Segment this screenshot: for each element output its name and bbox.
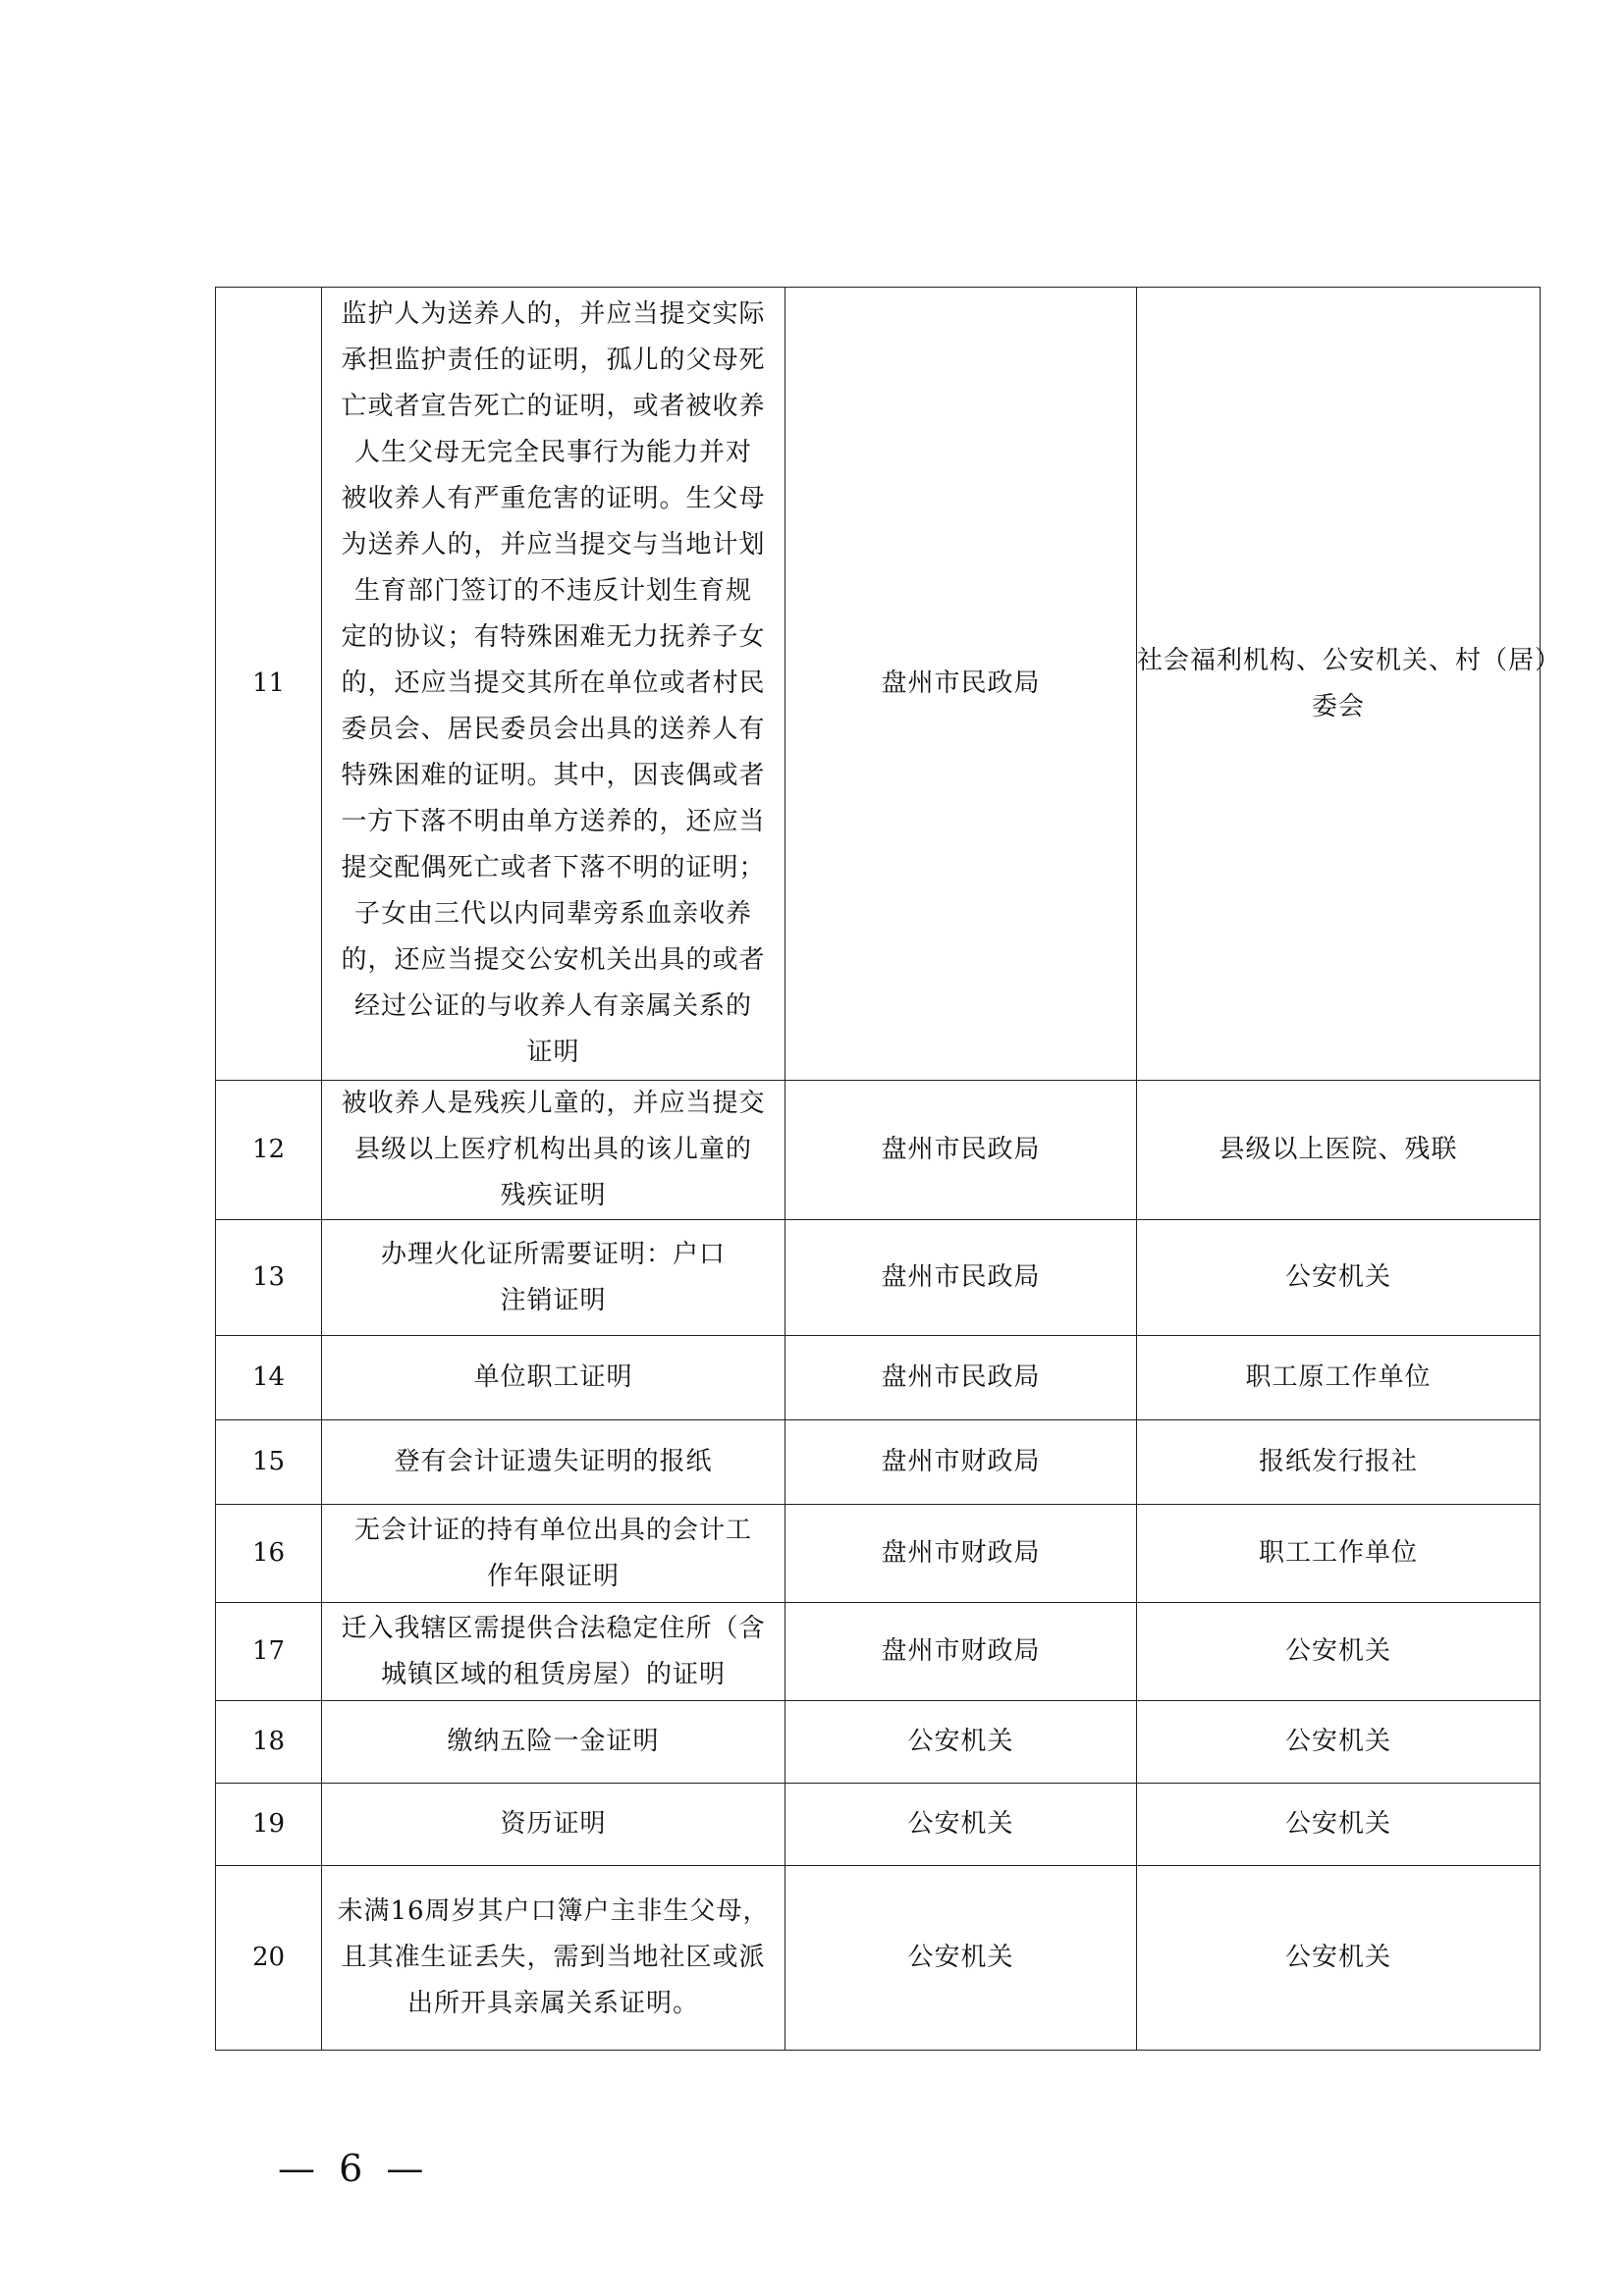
table-row [216, 1220, 1541, 1336]
page-number: — 6 — [278, 2147, 430, 2190]
material-cell [322, 1866, 785, 2051]
issuer-cell [1137, 1701, 1541, 1784]
issuer-line: 公安机关 [1284, 1636, 1391, 1666]
department-cell: 盘州市财政局 [785, 1603, 1137, 1701]
row-number-cell: 13 [216, 1220, 322, 1336]
table-row [216, 1603, 1541, 1701]
certificate-table [215, 287, 1562, 2051]
material-line: 一方下落不明由单方送养的，还应当 [341, 807, 766, 836]
material-line: 委员会、居民委员会出具的送养人有 [341, 715, 766, 744]
material-line: 子女由三代以内同辈旁系血亲收养 [353, 899, 752, 929]
table-row [216, 1081, 1541, 1220]
material-line: 出所开具亲属关系证明。 [406, 1989, 699, 2018]
issuer-line: 职工原工作单位 [1245, 1362, 1432, 1392]
table-row [216, 1866, 1541, 2051]
row-number-cell: 14 [216, 1336, 322, 1420]
table-body [216, 288, 1562, 2051]
material-line: 县级以上医疗机构出具的该儿童的 [353, 1135, 752, 1164]
material-line: 且其准生证丢失，需到当地社区或派 [341, 1943, 766, 1972]
material-line: 承担监护责任的证明，孤儿的父母死 [341, 346, 766, 375]
material-line: 特殊困难的证明。其中，因丧偶或者 [341, 761, 766, 790]
material-cell [322, 1220, 785, 1336]
department-cell: 公安机关 [785, 1784, 1137, 1866]
material-line: 注销证明 [500, 1285, 607, 1315]
material-line: 被收养人是残疾儿童的，并应当提交 [341, 1089, 766, 1118]
material-line: 生育部门签订的不违反计划生育规 [353, 576, 752, 606]
material-line: 被收养人有严重危害的证明。生父母 [341, 484, 766, 513]
issuer-line: 公安机关 [1284, 1809, 1391, 1839]
material-cell [322, 1701, 785, 1784]
issuer-line: 社会福利机构、公安机关、村（居） [1137, 645, 1562, 675]
issuer-cell [1137, 288, 1562, 1081]
issuer-cell [1137, 1420, 1541, 1505]
row-number-cell: 17 [216, 1603, 322, 1701]
issuer-line: 报纸发行报社 [1258, 1447, 1418, 1476]
material-line: 单位职工证明 [473, 1362, 633, 1392]
table-row [216, 1336, 1541, 1420]
material-line: 作年限证明 [486, 1561, 620, 1591]
issuer-cell [1137, 1505, 1541, 1603]
issuer-cell [1137, 1220, 1541, 1336]
department-cell: 盘州市民政局 [785, 288, 1137, 1081]
material-cell [322, 1336, 785, 1420]
issuer-line: 公安机关 [1284, 1262, 1391, 1292]
row-number-cell: 15 [216, 1420, 322, 1505]
issuer-line: 委会 [1311, 691, 1365, 721]
issuer-cell [1137, 1784, 1541, 1866]
row-number-cell: 12 [216, 1081, 322, 1220]
issuer-cell [1137, 1866, 1541, 2051]
row-number-cell: 18 [216, 1701, 322, 1784]
row-number-cell: 20 [216, 1866, 322, 2051]
department-cell: 盘州市民政局 [785, 1220, 1137, 1336]
issuer-cell [1137, 1081, 1541, 1220]
department-cell: 盘州市财政局 [785, 1420, 1137, 1505]
table-row [216, 1505, 1541, 1603]
department-cell: 公安机关 [785, 1701, 1137, 1784]
material-cell [322, 1081, 785, 1220]
table-row [216, 1701, 1541, 1784]
material-line: 城镇区域的租赁房屋）的证明 [380, 1659, 726, 1689]
material-line: 登有会计证遗失证明的报纸 [394, 1447, 713, 1476]
material-line: 残疾证明 [500, 1181, 607, 1210]
issuer-line: 公安机关 [1284, 1943, 1391, 1972]
department-cell: 盘州市民政局 [785, 1336, 1137, 1420]
material-line: 办理火化证所需要证明：户口 [380, 1239, 726, 1269]
table-row [216, 1784, 1541, 1866]
material-cell [322, 1603, 785, 1701]
material-line: 监护人为送养人的，并应当提交实际 [341, 299, 766, 329]
material-line: 经过公证的与收养人有亲属关系的 [353, 991, 752, 1021]
material-cell [322, 1420, 785, 1505]
material-line: 的，还应当提交其所在单位或者村民 [341, 668, 766, 698]
material-line: 定的协议；有特殊困难无力抚养子女 [341, 622, 766, 652]
material-line: 缴纳五险一金证明 [447, 1727, 660, 1756]
row-number-cell: 16 [216, 1505, 322, 1603]
department-cell: 盘州市财政局 [785, 1505, 1137, 1603]
material-line: 提交配偶死亡或者下落不明的证明； [341, 853, 766, 882]
issuer-cell [1137, 1603, 1541, 1701]
row-number-cell: 19 [216, 1784, 322, 1866]
material-line: 未满16周岁其户口簿户主非生父母， [337, 1896, 770, 1926]
material-cell [322, 1784, 785, 1866]
material-line: 为送养人的，并应当提交与当地计划 [341, 530, 766, 560]
issuer-line: 职工工作单位 [1258, 1538, 1418, 1568]
department-cell: 盘州市民政局 [785, 1081, 1137, 1220]
material-cell [322, 1505, 785, 1603]
row-number-cell: 11 [216, 288, 322, 1081]
table-row [216, 1420, 1541, 1505]
table-row [216, 288, 1541, 1081]
material-line: 人生父母无完全民事行为能力并对 [353, 438, 752, 467]
material-line: 无会计证的持有单位出具的会计工 [353, 1515, 752, 1545]
material-line: 亡或者宣告死亡的证明，或者被收养 [341, 392, 766, 421]
department-cell: 公安机关 [785, 1866, 1137, 2051]
issuer-cell [1137, 1336, 1541, 1420]
material-line: 证明 [526, 1038, 580, 1067]
material-line: 的，还应当提交公安机关出具的或者 [341, 945, 766, 975]
issuer-line: 县级以上医院、残联 [1218, 1135, 1458, 1164]
material-line: 迁入我辖区需提供合法稳定住所（含 [341, 1613, 766, 1643]
material-line: 资历证明 [500, 1809, 607, 1839]
issuer-line: 公安机关 [1284, 1727, 1391, 1756]
material-cell [322, 288, 785, 1081]
